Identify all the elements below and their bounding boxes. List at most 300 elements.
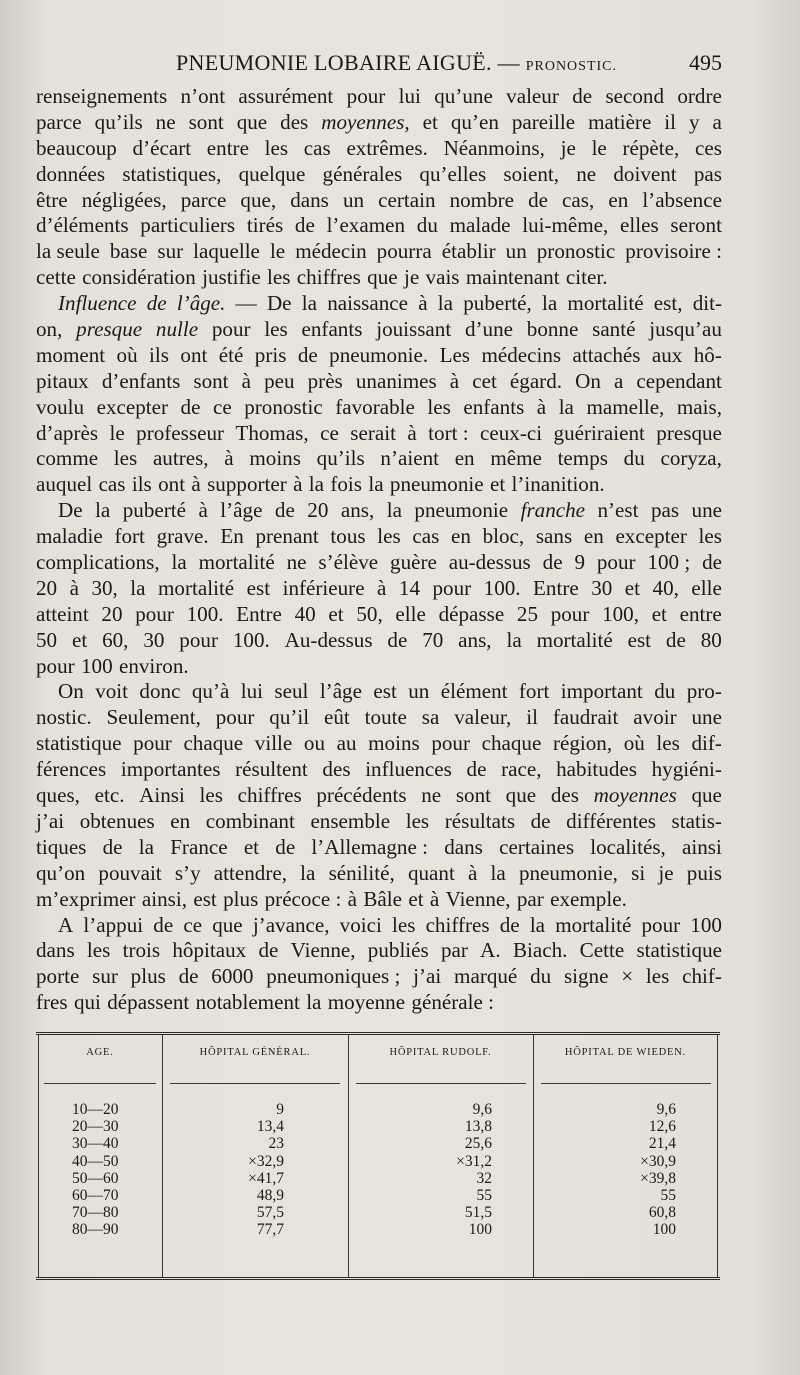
word: renseignements xyxy=(36,84,168,108)
word: l’absence xyxy=(642,187,722,212)
word: par xyxy=(440,938,468,963)
word: exemple. xyxy=(550,886,627,911)
word: de xyxy=(153,912,174,937)
page-number: 495 xyxy=(689,50,722,75)
word: ensemble xyxy=(310,808,391,833)
word: ne xyxy=(155,109,176,134)
header-hopital-general: HÔPITAL GÉNÉRAL. xyxy=(199,1047,311,1058)
word: les xyxy=(391,912,416,937)
text-line xyxy=(36,369,722,395)
word: avoir xyxy=(633,705,677,730)
word: résultats xyxy=(444,808,516,833)
word: chaque xyxy=(481,731,542,756)
word: la xyxy=(300,860,316,885)
word: à xyxy=(241,368,251,393)
word: pronostic xyxy=(536,239,616,264)
word: fort xyxy=(114,524,145,549)
word: la xyxy=(490,860,506,885)
age-cell: 40—50 xyxy=(72,1152,119,1170)
word: que, xyxy=(240,187,277,212)
text-line xyxy=(36,654,722,680)
word: moment xyxy=(36,342,106,367)
age-cell: 30—40 xyxy=(72,1135,119,1153)
word: Néanmoins, xyxy=(443,135,545,160)
word: pro- xyxy=(686,679,722,704)
word: élément xyxy=(440,679,508,704)
word: mortalité xyxy=(536,627,613,652)
word: Seulement, xyxy=(106,705,201,730)
text-line xyxy=(36,679,722,705)
text-line xyxy=(36,317,722,343)
word: naissance xyxy=(327,291,409,316)
word: en xyxy=(608,187,629,212)
word: quant xyxy=(407,860,455,885)
word: au xyxy=(336,731,357,756)
text-line xyxy=(36,835,722,861)
word: m’exprimer xyxy=(36,886,136,911)
word: et xyxy=(243,834,260,859)
word: assurément xyxy=(238,84,334,108)
word: ne xyxy=(421,783,442,808)
word: presque xyxy=(656,420,722,445)
word: pris xyxy=(254,342,287,367)
word: être xyxy=(36,187,68,212)
word: base xyxy=(109,239,148,264)
word: ils xyxy=(131,472,152,497)
word: valeur, xyxy=(454,705,512,730)
word: les xyxy=(264,135,289,160)
word: vais xyxy=(425,265,460,290)
word: il xyxy=(526,705,538,730)
word: certain xyxy=(378,187,436,212)
rudolf-cell: 25,6 xyxy=(464,1135,492,1153)
word: elles xyxy=(620,213,659,238)
rudolf-cell: 13,8 xyxy=(464,1118,492,1136)
word: de xyxy=(530,808,551,833)
word: 100 xyxy=(81,653,113,678)
word: est xyxy=(373,679,397,704)
word: maladie xyxy=(36,524,103,549)
word: pour xyxy=(215,705,255,730)
word: qu’une xyxy=(434,84,493,108)
word: favorable xyxy=(335,394,415,419)
word: sont xyxy=(455,783,491,808)
rudolf-cell: 100 xyxy=(468,1221,492,1239)
word: n’aient xyxy=(380,446,439,471)
word: de xyxy=(466,757,487,782)
word: 14 xyxy=(398,575,420,600)
word: × xyxy=(621,964,634,989)
word: tort : xyxy=(428,420,469,445)
body-text xyxy=(36,84,722,1016)
age-cell: 10—20 xyxy=(72,1101,119,1118)
word: ils xyxy=(149,342,169,367)
word: serait xyxy=(350,420,396,445)
word: sur xyxy=(92,964,118,989)
word: les xyxy=(656,731,680,756)
word: à xyxy=(468,860,478,885)
word: dif- xyxy=(691,731,722,756)
word: sont xyxy=(188,109,224,134)
word: la xyxy=(308,472,325,497)
word: puis xyxy=(686,860,722,885)
word: qu’à xyxy=(191,679,230,704)
text-line xyxy=(36,628,722,654)
word: nostic. xyxy=(36,705,92,730)
word: enfants xyxy=(301,317,363,342)
text-line xyxy=(36,887,722,913)
word: jouissant xyxy=(376,317,452,342)
word: eût xyxy=(324,705,350,730)
rudolf-cell: 55 xyxy=(476,1186,492,1204)
word: puberté xyxy=(122,498,187,523)
text-line xyxy=(36,861,722,887)
word: en xyxy=(450,524,471,549)
word: la xyxy=(306,990,322,1015)
word: unanimes xyxy=(355,368,437,393)
word: on, xyxy=(36,317,63,342)
word: pour xyxy=(135,601,174,626)
word: tous xyxy=(330,524,366,549)
text-line xyxy=(36,913,722,939)
word: des xyxy=(322,757,351,782)
header-hopital-rudolf: HÔPITAL RUDOLF. xyxy=(389,1047,492,1058)
word: les xyxy=(267,265,291,290)
word: si xyxy=(631,860,646,885)
word: excepter xyxy=(96,394,169,419)
word: à xyxy=(224,446,234,471)
wieden-cell: 21,4 xyxy=(648,1135,676,1153)
word: elle xyxy=(395,601,426,626)
word: supporter xyxy=(207,472,287,497)
word: il xyxy=(664,109,677,134)
word: de xyxy=(258,938,279,963)
word: ans, xyxy=(340,498,375,523)
word: plus xyxy=(223,886,259,911)
word: excepter xyxy=(615,524,687,549)
word: de xyxy=(297,342,318,367)
word: résultent xyxy=(235,757,308,782)
word: région, xyxy=(552,731,613,756)
header-hopital-wieden: HÔPITAL DE WIEDEN. xyxy=(564,1047,687,1058)
word: l’âge. xyxy=(176,291,226,316)
word: précédents xyxy=(316,783,407,808)
word: signe xyxy=(563,964,609,989)
word: ces xyxy=(695,135,722,160)
word: dépasse xyxy=(438,601,505,626)
word: ne xyxy=(286,550,307,575)
word: et xyxy=(624,575,641,600)
age-cell: 80—90 xyxy=(72,1221,119,1239)
word: ceux-ci xyxy=(480,420,543,445)
word: fois xyxy=(330,472,362,497)
word: soient, xyxy=(503,161,560,186)
word: à xyxy=(449,368,460,393)
word: entre xyxy=(206,135,249,160)
word: nulle xyxy=(155,317,199,342)
word: les xyxy=(427,394,451,419)
word: à xyxy=(377,575,387,600)
word: presque xyxy=(76,317,143,342)
word: la xyxy=(529,912,546,937)
text-line xyxy=(36,343,722,369)
word: sont xyxy=(193,368,229,393)
word: 100, xyxy=(602,601,639,626)
word: à xyxy=(418,291,428,316)
word: atteint xyxy=(36,601,89,626)
word: chiffres xyxy=(425,912,490,937)
word: 70 xyxy=(422,627,444,652)
word: a xyxy=(613,368,624,393)
word: pour xyxy=(431,731,470,756)
wieden-cell: ×30,9 xyxy=(640,1152,676,1170)
word: l’inanition. xyxy=(511,472,605,497)
text-line xyxy=(36,524,722,550)
word: plus xyxy=(130,964,166,989)
word: d’éléments xyxy=(36,213,129,238)
word: les xyxy=(405,808,430,833)
word: ce xyxy=(183,912,203,937)
word: 50, xyxy=(356,601,383,626)
word: beaucoup xyxy=(36,135,117,160)
word: localités, xyxy=(590,834,666,859)
word: répète, xyxy=(622,135,680,160)
word: l’Allemagne : xyxy=(311,834,428,859)
word: est, xyxy=(653,291,683,316)
word: la xyxy=(386,498,402,523)
word: précoce : xyxy=(264,886,342,911)
word: et xyxy=(408,886,424,911)
word: les xyxy=(377,524,401,549)
section-title: PRONOSTIC. xyxy=(525,59,617,74)
word: Les xyxy=(439,342,471,367)
word: Vienne, xyxy=(445,886,511,911)
word: à xyxy=(429,886,440,911)
text-line xyxy=(36,498,722,524)
age-cell: 20—30 xyxy=(72,1118,119,1136)
word: pareille xyxy=(511,109,576,134)
word: qu’il xyxy=(269,705,310,730)
word: tiques xyxy=(36,834,87,859)
word: médecin xyxy=(295,239,367,264)
word: les xyxy=(645,964,670,989)
word: qu’on xyxy=(36,860,86,885)
word: 80 xyxy=(700,627,722,652)
word: mortalité xyxy=(158,575,235,600)
word: moins xyxy=(368,731,420,756)
word: que xyxy=(505,783,537,808)
word: d’écart xyxy=(132,135,192,160)
text-line xyxy=(36,239,722,265)
word: On xyxy=(575,368,601,393)
word: pour xyxy=(432,575,472,600)
word: n’ont xyxy=(180,84,226,108)
word: lui xyxy=(240,679,264,704)
word: pneumoniques ; xyxy=(266,964,401,989)
age-cell: 50—60 xyxy=(72,1169,119,1187)
word: 9 xyxy=(574,550,585,575)
text-line xyxy=(36,472,722,498)
word: France xyxy=(170,834,228,859)
word: la seule xyxy=(36,239,100,264)
word: où xyxy=(623,731,645,756)
text-line xyxy=(36,84,722,110)
word: où xyxy=(116,342,138,367)
word: statistiques, xyxy=(122,161,222,186)
word: moyennes xyxy=(593,783,677,808)
word: je xyxy=(403,265,420,290)
word: à xyxy=(536,394,547,419)
word: sur xyxy=(157,239,184,264)
word: 40 xyxy=(294,601,316,626)
word: l’âge xyxy=(220,498,263,523)
word: coryza, xyxy=(660,446,722,471)
word: s’élève xyxy=(318,550,379,575)
word: lui xyxy=(398,84,421,108)
word: la xyxy=(138,834,154,859)
word: tirés xyxy=(246,213,284,238)
word: que xyxy=(212,912,243,937)
word: une xyxy=(691,498,722,523)
word: peu xyxy=(264,368,295,393)
word: elle xyxy=(691,575,722,600)
word: à xyxy=(293,472,303,497)
word: sénilité, xyxy=(328,860,395,885)
word: donc xyxy=(139,679,181,704)
word: à xyxy=(347,886,358,911)
word: statistique xyxy=(636,938,722,963)
word: sa xyxy=(421,705,440,730)
word: générales xyxy=(322,161,403,186)
word: provisoire : xyxy=(625,239,722,264)
word: pour xyxy=(346,84,386,108)
rudolf-cell: ×31,2 xyxy=(456,1152,492,1170)
word: de xyxy=(528,187,548,212)
word: seront xyxy=(670,213,722,238)
word: importantes xyxy=(120,757,221,782)
word: A. xyxy=(480,938,501,963)
general-cell: 48,9 xyxy=(256,1186,284,1204)
word: faudrait xyxy=(552,705,619,730)
word: ques, xyxy=(36,783,80,808)
word: Bâle xyxy=(363,886,403,911)
word: de xyxy=(274,498,295,523)
chapter-title: PNEUMONIE LOBAIRE AIGUË. — xyxy=(176,50,520,75)
word: égard. xyxy=(509,368,563,393)
word: laquelle xyxy=(193,239,260,264)
word: De xyxy=(58,498,83,523)
word: chiffres xyxy=(237,783,302,808)
word: un xyxy=(342,187,365,212)
word: férences xyxy=(36,757,107,782)
word: générale : xyxy=(411,990,494,1015)
word: a xyxy=(712,109,722,134)
word: pour xyxy=(550,601,590,626)
word: les xyxy=(698,524,722,549)
word: dit- xyxy=(692,291,722,316)
word: valeur xyxy=(506,84,559,108)
word: En xyxy=(220,524,244,549)
word: Vienne, xyxy=(290,938,356,963)
word: porte xyxy=(36,964,80,989)
word: autres, xyxy=(152,446,209,471)
word: la xyxy=(558,394,574,419)
word: citer. xyxy=(565,265,608,290)
column-hopital-general xyxy=(228,1101,284,1239)
word: auquel xyxy=(36,472,93,497)
word: grave. xyxy=(156,524,209,549)
word: second xyxy=(605,84,665,108)
word: ainsi xyxy=(682,834,722,859)
word: combinant xyxy=(205,808,295,833)
word: De xyxy=(266,291,292,316)
text-line xyxy=(36,783,722,809)
word: lui-même, xyxy=(522,213,609,238)
word: dans xyxy=(36,938,75,963)
word: la xyxy=(171,550,187,575)
word: la xyxy=(541,291,558,316)
word: chaque xyxy=(183,731,244,756)
word: l’examen xyxy=(326,213,406,238)
text-line xyxy=(36,421,722,447)
running-title xyxy=(176,50,617,76)
word: seul xyxy=(274,679,309,704)
word: de xyxy=(665,627,686,652)
word: différentes xyxy=(566,808,656,833)
word: par xyxy=(516,886,544,911)
word: Entre xyxy=(236,601,282,626)
word: l’âge xyxy=(319,679,362,704)
word: et xyxy=(422,109,438,134)
word: Au-dessus xyxy=(284,627,373,652)
word: professeur xyxy=(136,420,225,445)
word: une xyxy=(691,705,722,730)
word: pourra xyxy=(376,239,432,264)
word: données xyxy=(36,161,106,186)
wieden-cell: 55 xyxy=(660,1186,676,1204)
word: trois xyxy=(122,938,161,963)
word: ou xyxy=(303,731,325,756)
word: d’après xyxy=(36,420,99,445)
word: et xyxy=(489,472,506,497)
word: 30, xyxy=(91,575,118,600)
text-line xyxy=(36,964,722,990)
word: ne xyxy=(576,161,597,186)
word: médecins xyxy=(481,342,562,367)
word: voulu xyxy=(36,394,85,419)
word: parce xyxy=(180,187,227,212)
word: 60, xyxy=(102,627,129,652)
text-line xyxy=(36,136,722,162)
general-cell: 13,4 xyxy=(256,1118,284,1136)
word: du xyxy=(416,213,438,238)
header-age: AGE. xyxy=(86,1047,114,1058)
word: est xyxy=(193,886,217,911)
word: important xyxy=(560,679,643,704)
word: de xyxy=(102,834,123,859)
word: les xyxy=(199,783,223,808)
word: environ. xyxy=(118,653,189,678)
word: ville xyxy=(254,731,293,756)
word: ans, xyxy=(458,627,492,652)
word: guère xyxy=(390,550,437,575)
word: 6000 xyxy=(211,964,254,989)
word: Ainsi xyxy=(139,783,185,808)
word: en xyxy=(583,524,604,549)
word: pas xyxy=(650,498,680,523)
text-line xyxy=(36,395,722,421)
word: 30 xyxy=(143,627,165,652)
